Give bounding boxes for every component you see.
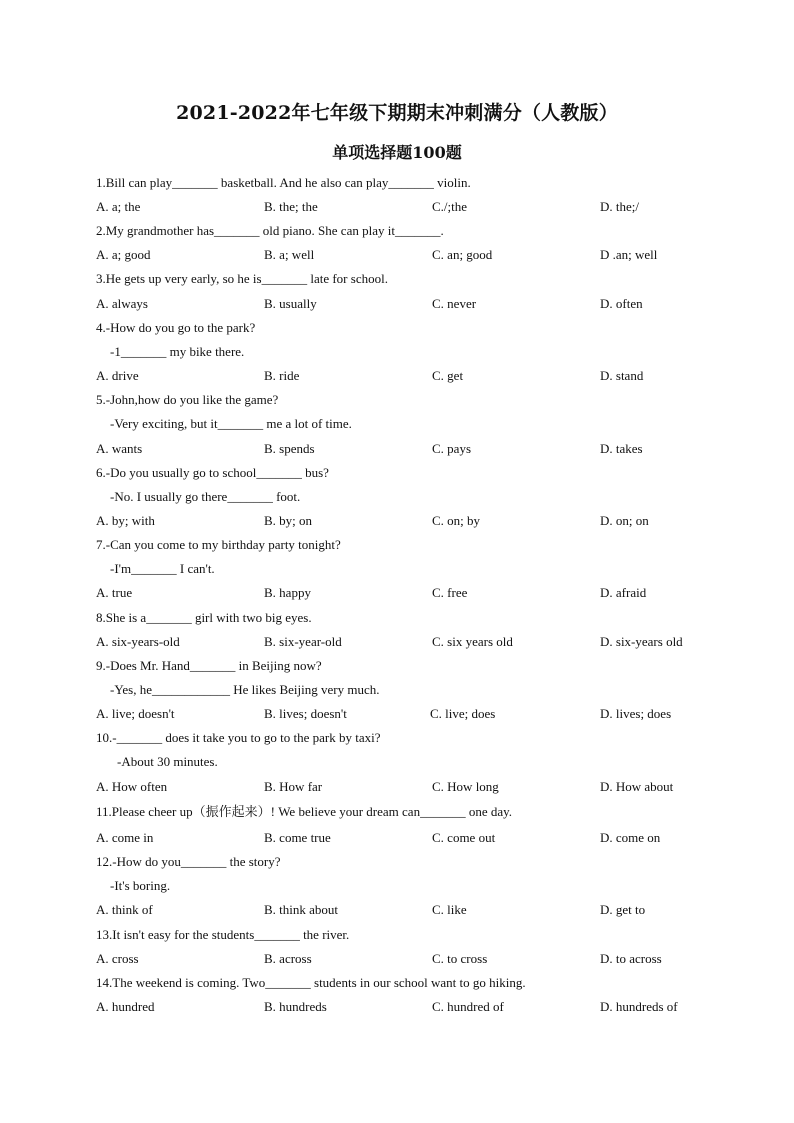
question-9-options: [96, 706, 716, 722]
question-5-reply: -Very exciting, but it_______ me a lot of time.: [110, 416, 352, 431]
question-12-options: [96, 902, 716, 918]
question-7-options: [96, 585, 716, 601]
question-6-options: [96, 513, 716, 529]
option-c: C. get: [432, 368, 464, 383]
option-c: C. hundred of: [432, 999, 504, 1014]
option-a: A. come in: [96, 830, 154, 845]
page-title: 2021-2022年七年级下期期末冲刺满分（人教版）: [176, 102, 618, 124]
option-c: C. come out: [432, 830, 496, 845]
option-c: C. six years old: [432, 634, 513, 649]
option-d: D .an; well: [600, 247, 658, 262]
option-c: C. to cross: [432, 951, 488, 966]
question-11-options: [96, 830, 716, 846]
option-c: C. free: [432, 585, 468, 600]
question-9: 9.-Does Mr. Hand_______ in Beijing now?: [96, 658, 322, 673]
question-9-reply: -Yes, he____________ He likes Beijing very much.: [110, 682, 380, 697]
question-1: 1.Bill can play_______ basketball. And he also can play_______ violin.: [96, 175, 471, 190]
question-10-options: [96, 779, 716, 795]
option-b: B. think about: [264, 902, 339, 917]
option-a: A. wants: [96, 441, 143, 456]
option-b: B. usually: [264, 296, 317, 311]
question-10: 10.-_______ does it take you to go to the park by taxi?: [96, 730, 381, 745]
question-13: 13.It isn't easy for the students_______ the river.: [96, 927, 350, 942]
option-a: A. think of: [96, 902, 153, 917]
question-6-reply: -No. I usually go there_______ foot.: [110, 489, 301, 504]
option-b: B. How far: [264, 779, 323, 794]
question-3: 3.He gets up very early, so he is_______ late for school.: [96, 271, 388, 286]
option-a: A. live; doesn't: [96, 706, 175, 721]
option-b: B. hundreds: [264, 999, 327, 1014]
option-a: A. hundred: [96, 999, 155, 1014]
question-14: 14.The weekend is coming. Two_______ students in our school want to go hiking.: [96, 975, 526, 990]
question-4-options: [96, 368, 716, 384]
option-d: D. come on: [600, 830, 661, 845]
option-d: D. to across: [600, 951, 662, 966]
question-14-options: [96, 999, 716, 1015]
option-c: C./;the: [432, 199, 468, 214]
option-a: A. by; with: [96, 513, 155, 528]
question-8: 8.She is a_______ girl with two big eyes.: [96, 610, 312, 625]
option-d: D. get to: [600, 902, 646, 917]
option-a: A. always: [96, 296, 148, 311]
option-b: B. across: [264, 951, 312, 966]
option-d: D. six-years old: [600, 634, 683, 649]
option-d: D. afraid: [600, 585, 647, 600]
option-d: D. stand: [600, 368, 644, 383]
option-d: D. hundreds of: [600, 999, 678, 1014]
question-6: 6.-Do you usually go to school_______ bus?: [96, 465, 329, 480]
option-b: B. the; the: [264, 199, 318, 214]
option-b: B. a; well: [264, 247, 315, 262]
question-11: 11.Please cheer up（振作起来）! We believe your dream can_______ one day.: [96, 804, 513, 819]
option-b: B. by; on: [264, 513, 313, 528]
option-a: A. a; the: [96, 199, 141, 214]
question-1-options: [96, 199, 716, 215]
option-b: B. come true: [264, 830, 331, 845]
option-b: B. ride: [264, 368, 300, 383]
option-a: A. cross: [96, 951, 139, 966]
option-d: D. lives; does: [600, 706, 672, 721]
option-c: C. like: [432, 902, 467, 917]
option-a: A. true: [96, 585, 133, 600]
question-2: 2.My grandmother has_______ old piano. She can play it_______.: [96, 223, 444, 238]
question-5: 5.-John,how do you like the game?: [96, 392, 279, 407]
option-a: A. a; good: [96, 247, 151, 262]
option-d: D. the;/: [600, 199, 639, 214]
option-d: D. How about: [600, 779, 674, 794]
question-3-options: [96, 296, 716, 312]
option-a: A. six-years-old: [96, 634, 180, 649]
question-2-options: [96, 247, 716, 263]
option-d: D. often: [600, 296, 643, 311]
question-5-options: [96, 441, 716, 457]
option-c: C. an; good: [432, 247, 493, 262]
option-a: A. How often: [96, 779, 168, 794]
option-a: A. drive: [96, 368, 139, 383]
question-13-options: [96, 951, 716, 967]
option-b: B. spends: [264, 441, 315, 456]
option-c: C. How long: [432, 779, 499, 794]
option-d: D. on; on: [600, 513, 649, 528]
question-12: 12.-How do you_______ the story?: [96, 854, 281, 869]
option-d: D. takes: [600, 441, 643, 456]
question-8-options: [96, 634, 716, 650]
option-b: B. six-year-old: [264, 634, 342, 649]
option-c: C. live; does: [430, 706, 496, 721]
option-b: B. lives; doesn't: [264, 706, 347, 721]
option-c: C. pays: [432, 441, 471, 456]
option-c: C. on; by: [432, 513, 481, 528]
question-4: 4.-How do you go to the park?: [96, 320, 256, 335]
page-subtitle: 单项选择题100题: [332, 143, 462, 162]
question-7: 7.-Can you come to my birthday party tonight?: [96, 537, 341, 552]
option-c: C. never: [432, 296, 477, 311]
question-10-reply: -About 30 minutes.: [117, 754, 218, 769]
question-12-reply: -It's boring.: [110, 878, 171, 893]
question-7-reply: -I'm_______ I can't.: [110, 561, 215, 576]
option-b: B. happy: [264, 585, 311, 600]
question-4-reply: -1_______ my bike there.: [110, 344, 245, 359]
